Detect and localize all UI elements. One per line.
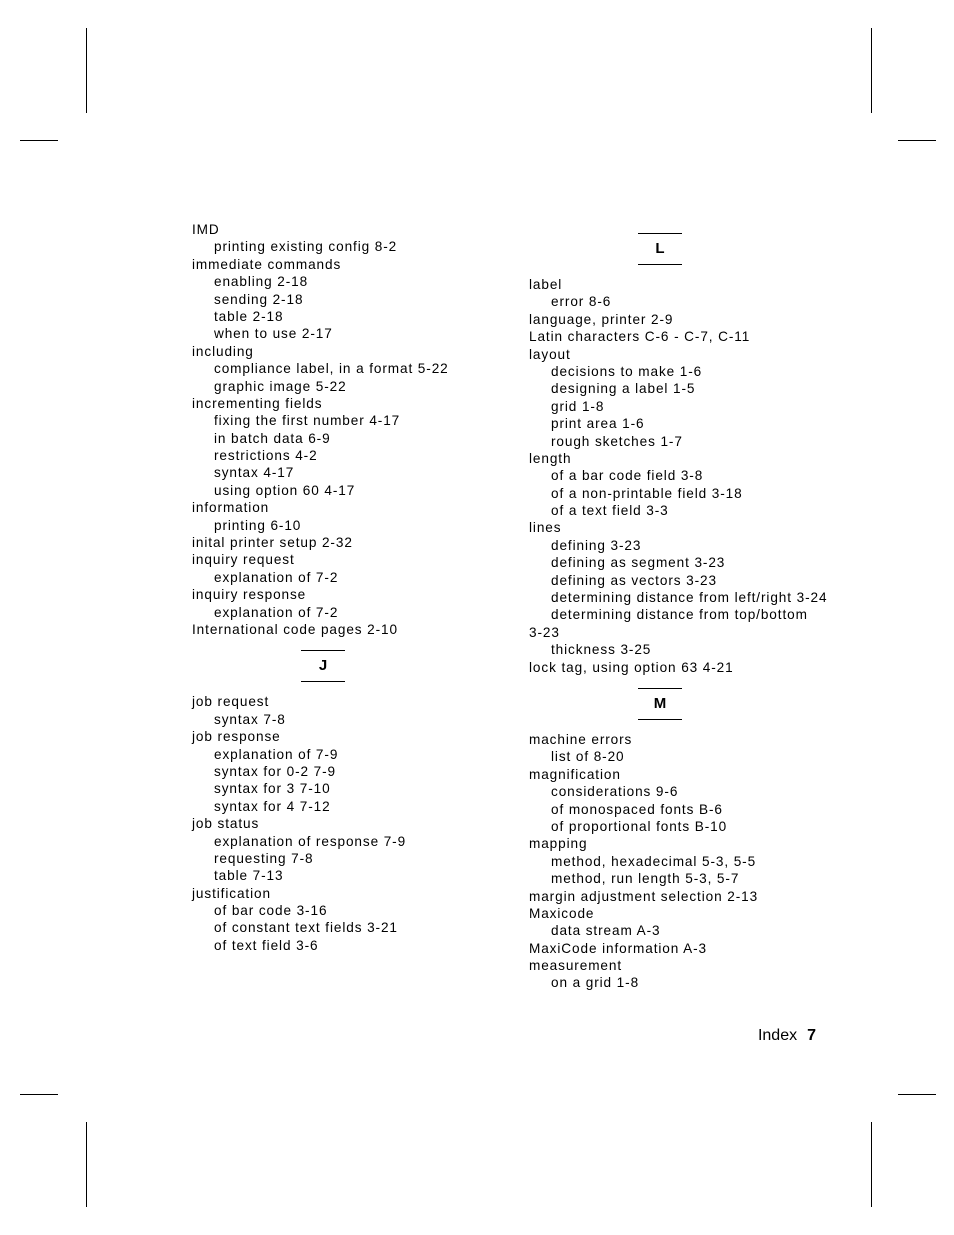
index-entry: mapping (529, 836, 588, 852)
index-subentry: requesting 7-8 (214, 850, 314, 866)
index-entry: Latin characters C-6 - C-7, C-11 (529, 329, 751, 345)
index-entry: measurement (529, 958, 623, 974)
index-subentry: considerations 9-6 (551, 784, 679, 800)
section-letter-j: J (301, 650, 345, 682)
index-subentry: printing existing config 8-2 (214, 239, 398, 255)
index-subentry: in batch data 6-9 (214, 430, 331, 446)
index-subentry: of a text field 3-3 (551, 503, 669, 519)
index-subentry: syntax 7-8 (214, 711, 286, 727)
footer-label: Index (757, 1027, 798, 1044)
index-subentry: syntax for 0-2 7-9 (214, 763, 336, 779)
index-subentry: data stream A-3 (551, 923, 661, 939)
page-footer (758, 1027, 816, 1045)
index-entry: inquiry request (192, 552, 295, 568)
index-entry: including (192, 343, 254, 359)
index-entry: language, printer 2-9 (529, 311, 674, 327)
index-subentry: using option 60 4-17 (214, 482, 356, 498)
index-subentry: syntax for 3 7-10 (214, 781, 331, 797)
index-subentry: explanation of 7-9 (214, 746, 339, 762)
index-subentry: of bar code 3-16 (214, 903, 328, 919)
crop-mark (20, 140, 58, 141)
index-subentry: of constant text fields 3-21 (214, 920, 398, 936)
index-subentry: error 8-6 (551, 294, 612, 310)
index-subentry: of text field 3-6 (214, 937, 319, 953)
index-subentry: table 2-18 (214, 308, 284, 324)
index-subentry: fixing the first number 4-17 (214, 413, 401, 429)
index-subentry: print area 1-6 (551, 416, 645, 432)
index-entry: magnification (529, 766, 621, 782)
crop-mark (20, 1094, 58, 1095)
index-entry: IMD (192, 222, 220, 237)
index-subentry: method, run length 5-3, 5-7 (551, 871, 740, 887)
index-entry: inquiry response (192, 587, 307, 603)
index-subentry: syntax 4-17 (214, 465, 295, 481)
index-subentry: sending 2-18 (214, 291, 304, 307)
crop-mark (86, 1122, 87, 1207)
index-subentry: designing a label 1-5 (551, 381, 696, 397)
crop-mark (86, 28, 87, 113)
index-subentry: explanation of response 7-9 (214, 833, 407, 849)
section-letter-l: L (638, 233, 682, 265)
index-entry: inital printer setup 2-32 (192, 535, 353, 551)
index-subentry: compliance label, in a format 5-22 (214, 361, 449, 377)
index-subentry: method, hexadecimal 5-3, 5-5 (551, 853, 757, 869)
index-subentry: thickness 3-25 (551, 642, 652, 658)
index-subentry: restrictions 4-2 (214, 448, 318, 464)
index-entry: Maxicode (529, 905, 595, 921)
section-letter-m: M (638, 688, 682, 720)
index-subentry: defining 3-23 (551, 537, 642, 553)
index-entry: job response (192, 729, 281, 745)
index-subentry: of proportional fonts B-10 (551, 818, 728, 834)
index-entry: information (192, 500, 270, 516)
index-subentry: defining as segment 3-23 (551, 555, 726, 571)
index-subentry: rough sketches 1-7 (551, 433, 683, 449)
index-entry: layout (529, 346, 571, 362)
index-subentry: explanation of 7-2 (214, 569, 339, 585)
index-subentry: grid 1-8 (551, 398, 605, 414)
index-subentry: decisions to make 1-6 (551, 363, 703, 379)
index-entry: incrementing fields (192, 395, 323, 411)
index-subentry: list of 8-20 (551, 749, 625, 765)
index-entry: length (529, 450, 572, 466)
index-subentry: enabling 2-18 (214, 274, 309, 290)
index-subentry: explanation of 7-2 (214, 604, 339, 620)
index-entry: margin adjustment selection 2-13 (529, 888, 759, 904)
index-subentry: of a non-printable field 3-18 (551, 485, 743, 501)
index-subentry: determining distance from top/bottom (551, 607, 808, 623)
crop-mark (871, 1122, 872, 1207)
index-entry: International code pages 2-10 (192, 621, 398, 637)
index-entry: justification (192, 885, 271, 901)
crop-mark (898, 140, 936, 141)
index-subentry: syntax for 4 7-12 (214, 798, 331, 814)
index-subentry: of monospaced fonts B-6 (551, 801, 723, 817)
index-column-right (529, 221, 839, 992)
index-entry: 3-23 (529, 624, 560, 640)
index-subentry: when to use 2-17 (214, 326, 333, 342)
index-subentry: of a bar code field 3-8 (551, 468, 704, 484)
index-entry: lines (529, 520, 562, 536)
index-entry: MaxiCode information A-3 (529, 940, 708, 956)
index-entry: label (529, 277, 563, 292)
index-subentry: table 7-13 (214, 868, 284, 884)
crop-mark (871, 28, 872, 113)
index-entry: job request (192, 694, 270, 710)
crop-mark (898, 1094, 936, 1095)
index-entry: immediate commands (192, 256, 342, 272)
index-subentry: graphic image 5-22 (214, 378, 347, 394)
index-subentry: printing 6-10 (214, 517, 302, 533)
index-subentry: determining distance from left/right 3-24 (551, 590, 828, 606)
index-subentry: defining as vectors 3-23 (551, 572, 717, 588)
index-entry: lock tag, using option 63 4-21 (529, 659, 734, 675)
index-subentry: on a grid 1-8 (551, 975, 640, 991)
page-number: 7 (807, 1027, 816, 1044)
index-entry: job status (192, 816, 260, 832)
index-column-left (192, 221, 492, 954)
index-entry: machine errors (529, 731, 633, 747)
